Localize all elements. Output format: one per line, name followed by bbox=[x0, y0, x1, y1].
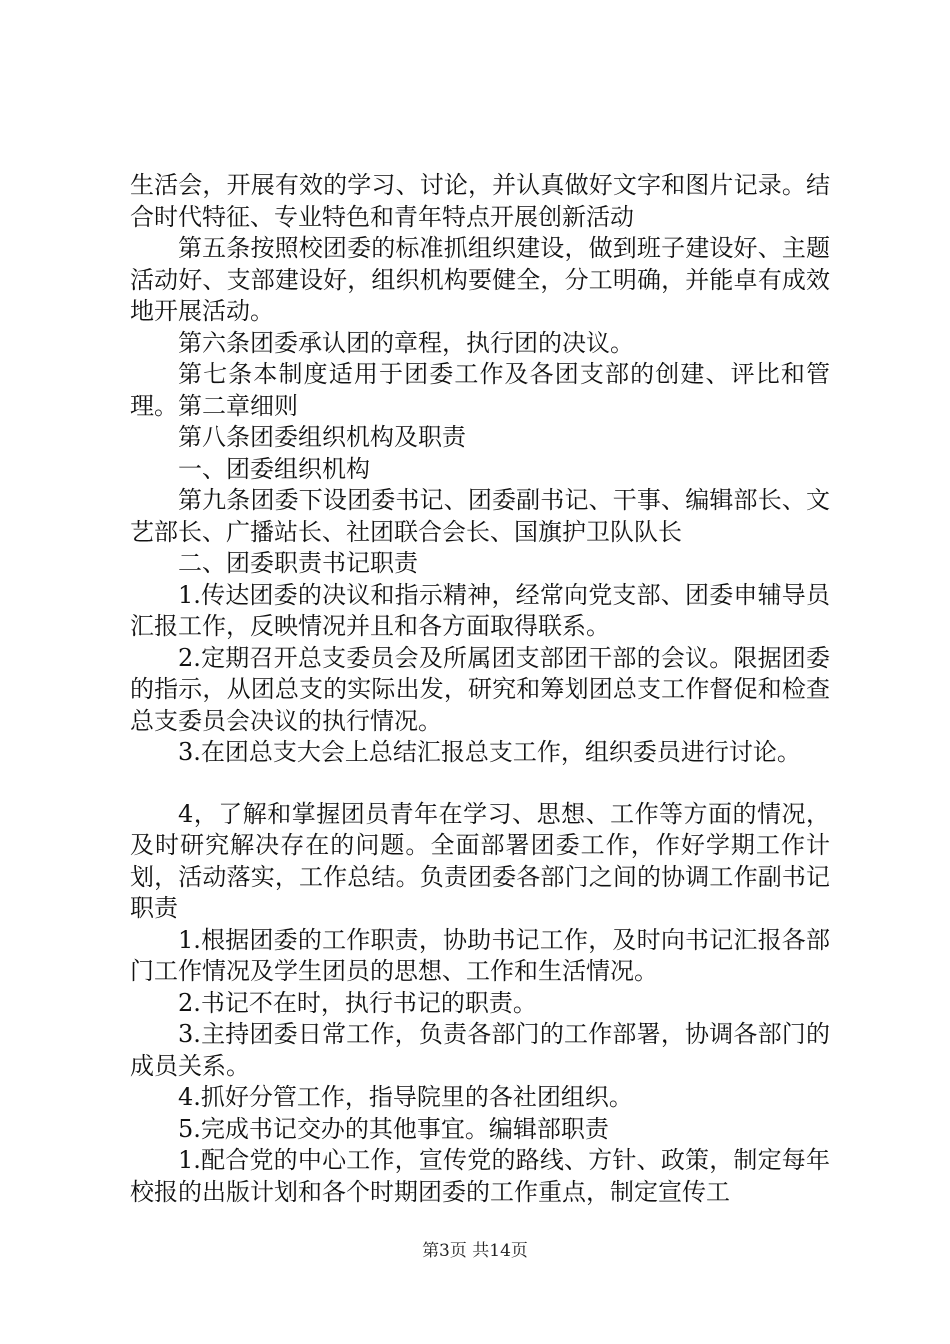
paragraph-16: 4.抓好分管工作，指导院里的各社团组织。 bbox=[178, 1083, 633, 1111]
paragraph-1: 生活会，开展有效的学习、讨论，并认真做好文字和图片记录。结合时代特征、专业特色和青年特点开展创新活动 bbox=[130, 171, 830, 231]
paragraph-12: 4，了解和掌握团员青年在学习、思想、工作等方面的情况，及时研究解决存在的问题。全面部署团委工作，作好学期工作计划，活动落实，工作总结。负责团委各部门之间的协调工作副书记职责 bbox=[130, 799, 830, 922]
paragraph-2: 第五条按照校团委的标准抓组织建设，做到班子建设好、主题活动好、支部建设好，组织机构要健全，分工明确，并能卓有成效地开展活动。 bbox=[130, 234, 830, 325]
paragraph-5: 第八条团委组织机构及职责 bbox=[178, 423, 466, 451]
paragraph-18: 1.配合党的中心工作，宣传党的路线、方针、政策，制定每年校报的出版计划和各个时期团委的工作重点，制定宣传工 bbox=[130, 1146, 830, 1206]
paragraph-7: 第九条团委下设团委书记、团委副书记、干事、编辑部长、文艺部长、广播站长、社团联合会长、国旗护卫队队长 bbox=[130, 486, 830, 546]
paragraph-13: 1.根据团委的工作职责，协助书记工作，及时向书记汇报各部门工作情况及学生团员的思想、工作和生活情况。 bbox=[130, 925, 830, 985]
paragraph-gap bbox=[130, 769, 830, 799]
paragraph-9: 1.传达团委的决议和指示精神，经常向党支部、团委申辅导员汇报工作，反映情况并且和各方面取得联系。 bbox=[130, 580, 830, 640]
body-text bbox=[130, 170, 830, 1208]
paragraph-15: 3.主持团委日常工作，负责各部门的工作部署，协调各部门的成员关系。 bbox=[130, 1020, 830, 1080]
paragraph-11: 3.在团总支大会上总结汇报总支工作，组织委员进行讨论。 bbox=[178, 738, 801, 766]
paragraph-4: 第七条本制度适用于团委工作及各团支部的创建、评比和管理。第二章细则 bbox=[130, 360, 830, 420]
paragraph-17: 5.完成书记交办的其他事宜。编辑部职责 bbox=[178, 1114, 609, 1143]
paragraph-8: 二、团委职责书记职责 bbox=[178, 549, 418, 577]
paragraph-3: 第六条团委承认团的章程，执行团的决议。 bbox=[178, 328, 634, 357]
paragraph-10: 2.定期召开总支委员会及所属团支部团干部的会议。限据团委的指示，从团总支的实际出发，研究和筹划团总支工作督促和检查总支委员会决议的执行情况。 bbox=[130, 643, 830, 735]
paragraph-14: 2.书记不在时，执行书记的职责。 bbox=[178, 988, 537, 1017]
paragraph-6: 一、团委组织机构 bbox=[178, 454, 370, 483]
page-number-footer: 第3页 共14页 bbox=[422, 1241, 528, 1261]
